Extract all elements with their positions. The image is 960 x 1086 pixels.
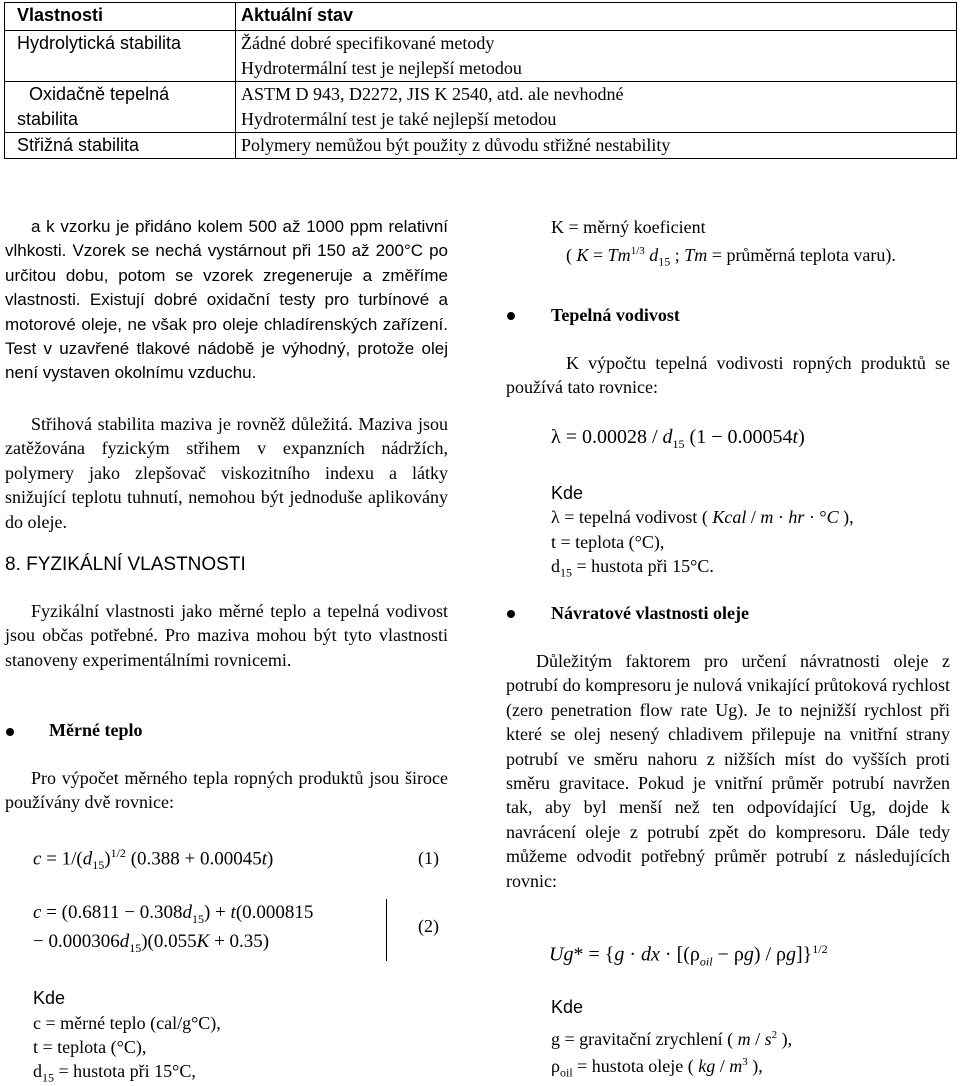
def-d15-right: $d_{15}$ = hustota při 15°C.: [551, 556, 714, 580]
bullet-oil-return: Návratové vlastnosti oleje: [551, 603, 749, 623]
table-row: [5, 31, 957, 82]
intro-paragraph-1: a k vzorku je přidáno kolem 500 až 1000 ppm relativní vlhkosti. Vzorek se nechá vystárnout při 150 až 200°C po určitou dobu, potom se vzorek zregeneruje a změříme vlastnosti. Existují dobré oxidační testy pro turbínové a motorové oleje, ne však pro oleje chladírenských zařízení. Test v uzavřené tlakové nádobě je výhodný, protože olej není vystaven okolnímu vzduchu.: [5, 217, 448, 383]
equation-2-line-2: − $0.000306d_{15})(0.055K + 0.35)$: [33, 931, 270, 955]
section-heading: 8. FYZIKÁLNÍ VLASTNOSTI: [5, 554, 246, 575]
kde-label-right: Kde: [551, 483, 584, 503]
equation-2-line-1: $c = (0.6811 - 0.308d_{15}) + t(0.000815$: [33, 902, 314, 926]
bullet-icon: [507, 312, 515, 320]
equation-1-number: (1): [418, 848, 439, 868]
kde-label-right-2: Kde: [551, 997, 584, 1017]
specific-heat-intro: Pro výpočet měrného tepla ropných produktů jsou široce používány dvě rovnice:: [5, 768, 448, 813]
ug-equation: Ug* = {g · dx · $[(\rho_{oil} - \rho g) / \rho g]\}^{1/2}$: [549, 942, 828, 969]
table-cell-property: Střižná stabilita: [5, 133, 236, 159]
k-definition: K = měrný koeficient: [551, 217, 706, 237]
table-header-state: Aktuální stav: [236, 3, 957, 31]
intro-paragraph-2: Střihová stabilita maziva je rovněž důležitá. Maziva jsou zatěžována fyzickým střihem v expanzních nádržích, polymery jako zlepšovač viskozitního indexu a látky snižující teplotu tuhnutí, nemohou být jednoduše aplikovány do oleje.: [5, 414, 448, 532]
bullet-icon: [507, 610, 515, 618]
table-header-row: [5, 3, 957, 31]
bullet-specific-heat: Měrné teplo: [49, 720, 143, 740]
table-cell-state: ASTM D 943, D2272, JIS K 2540, atd. ale nevhodné Hydrotermální test je také nejlepší metodou: [236, 82, 957, 133]
table-row: [5, 82, 957, 133]
properties-table: [4, 2, 957, 159]
def-g: g = gravitační zrychlení ( m / $s^2$ ),: [551, 1029, 793, 1049]
conductivity-equation: $\lambda = 0.00028 / d_{15}$ (1 − 0.00054t): [551, 426, 805, 451]
section-intro: Fyzikální vlastnosti jako měrné teplo a tepelná vodivost jsou občas potřebné. Pro maziva mohou být tyto vlastnosti stanoveny experimentálními rovnicemi.: [5, 601, 448, 670]
kde-label: Kde: [33, 988, 66, 1008]
conductivity-intro: K výpočtu tepelná vodivosti ropných produktů se používá tato rovnice:: [506, 353, 950, 398]
def-t: t = teplota (°C),: [33, 1037, 147, 1057]
oil-return-paragraph: Důležitým faktorem pro určení návratnosti oleje z potrubí do kompresoru je nulová vnikající průtoková rychlost (zero penetration flow rate Ug). Je to nejnižší rychlost při které se olej nesený chladivem přilepuje na vnitřní strany potrubí ve směru nahoru z nižších míst do vyšších proti směru gravitace. Pokud je vnitřní průměr potrubí navržen tak, aby byl menší než ten odpovídající Ug, dojde k navrácení oleje z potrubí zpět do kompresoru. Dále tedy můžeme odvodit potřebný průměr potrubí z následujících rovnic:: [506, 651, 950, 891]
equation-1: $c = 1/(d_{15})^{1/2}$ (0.388 + 0.00045t): [33, 846, 274, 873]
table-cell-property: Oxidačně tepelná stabilita: [5, 82, 236, 133]
table-cell-state: Polymery nemůžou být použity z důvodu střižné nestability: [236, 133, 957, 159]
bullet-icon: [6, 728, 14, 736]
table-header-properties: Vlastnosti: [5, 3, 236, 31]
table-cell-state: Žádné dobré specifikované metody Hydrotermální test je nejlepší metodou: [236, 31, 957, 82]
k-formula: ( $K = Tm^{1/3}$ $d_{15}$ ; Tm = průměrná teplota varu).: [566, 245, 896, 269]
def-c: c = měrné teplo (cal/g°C),: [33, 1013, 221, 1033]
bullet-thermal-conductivity: Tepelná vodivost: [551, 305, 680, 325]
table-cell-property: Hydrolytická stabilita: [5, 31, 236, 82]
equation-2-number: (2): [418, 916, 439, 936]
def-rho-oil: $\rho_{oil}$ = hustota oleje ( kg / $m^3$ ),: [551, 1056, 763, 1080]
def-lambda: λ = tepelná vodivost ( Kcal / m · hr · °C ),: [551, 507, 854, 527]
table-row: [5, 133, 957, 159]
equation-2-divider: [386, 899, 387, 961]
def-d15: $d_{15}$ = hustota při 15°C,: [33, 1061, 196, 1085]
def-t-right: t = teplota (°C),: [551, 532, 665, 552]
